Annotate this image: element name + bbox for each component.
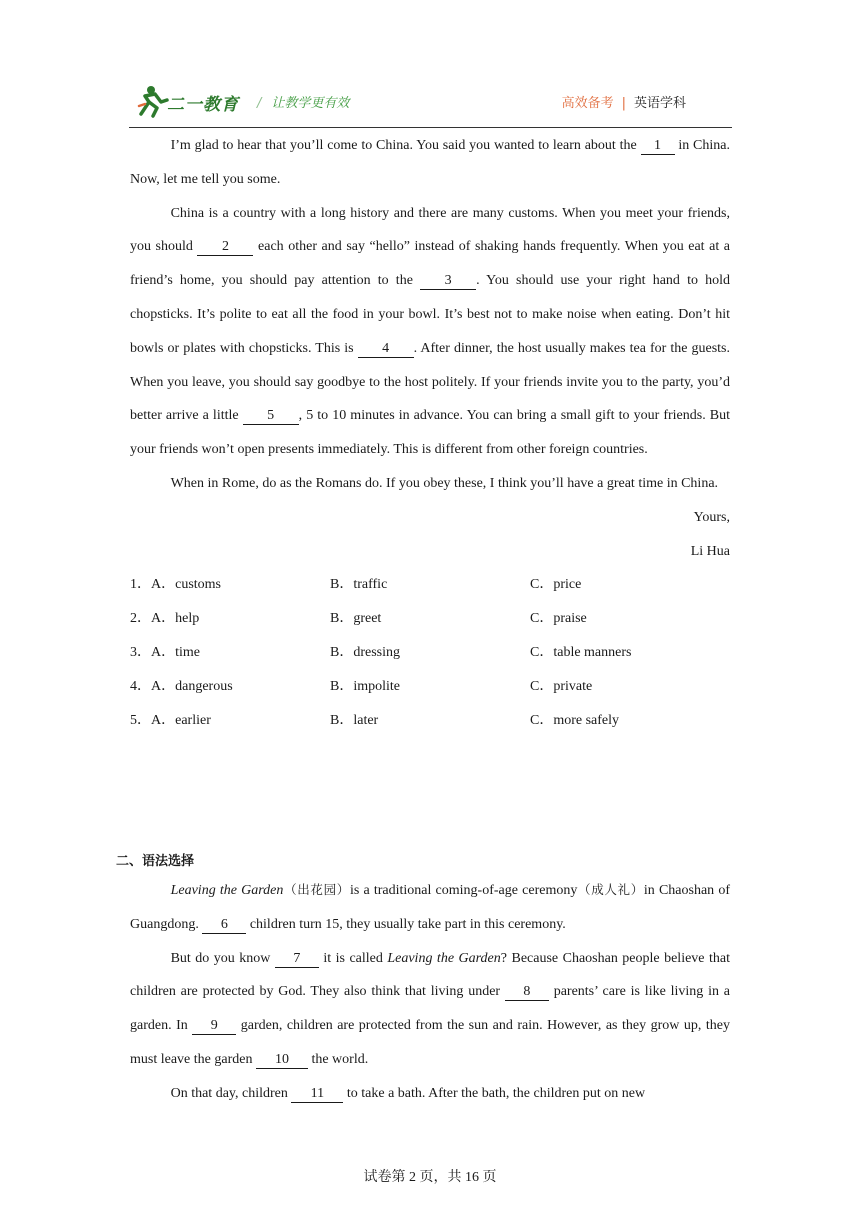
passage-2 [130, 873, 730, 1111]
blank-5: 5 [243, 408, 299, 425]
page-footer: 试卷第 2 页，共 16 页 [363, 1170, 497, 1185]
option-c[interactable]: C．table manners [530, 644, 632, 660]
option-row-1 [130, 568, 730, 602]
option-row-2 [130, 602, 730, 636]
blank-4: 4 [358, 341, 414, 358]
blank-1: 1 [641, 138, 675, 155]
option-c[interactable]: C．praise [530, 611, 587, 627]
blank-11: 11 [291, 1086, 343, 1103]
blank-3: 3 [420, 273, 476, 290]
option-b[interactable]: B．greet [330, 611, 382, 627]
paragraph-1: I’m glad to hear that you’ll come to China. You said you wanted to learn about the 1 in China. Now, let me tell you some. [130, 138, 730, 187]
paragraph-5: But do you know 7 it is called Leaving the Garden? Because Chaoshan people believe that children are protected by God. They also think that living under 8 parents’ care is like living in a garden. In 9 garden, children are protected from the sun and rain. However, as they grow up, they must leave the garden 10 the world. [130, 950, 730, 1067]
header-right [562, 92, 686, 111]
option-a[interactable]: 4．A．dangerous [130, 678, 233, 694]
option-a[interactable]: 5．A．earlier [130, 712, 211, 728]
option-a[interactable]: 3．A．time [130, 644, 200, 660]
blank-9: 9 [192, 1018, 236, 1035]
option-b[interactable]: B．impolite [330, 678, 400, 694]
option-c[interactable]: C．more safely [530, 712, 620, 728]
blank-7: 7 [275, 951, 319, 968]
header-subject: 英语学科 [633, 96, 686, 111]
letter-closing: Yours, [693, 509, 730, 525]
letter-signature: Li Hua [690, 543, 730, 559]
option-a[interactable]: 2．A．help [130, 611, 200, 627]
paragraph-6: On that day, children 11 to take a bath. After the bath, the children put on new [170, 1085, 646, 1101]
paragraph-3: When in Rome, do as the Romans do. If you obey these, I think you’ll have a great time in China. [170, 475, 719, 491]
options-list [130, 568, 730, 737]
option-c[interactable]: C．private [530, 678, 593, 694]
slogan-text: 让教学更有效 [271, 96, 350, 111]
option-b[interactable]: B．later [330, 712, 379, 728]
passage-1 [130, 129, 730, 737]
section-title: 二、语法选择 [116, 854, 195, 869]
logo-text: 二一教育 [167, 95, 239, 115]
option-row-5 [130, 704, 730, 738]
header-rule [129, 127, 732, 128]
header-separator: | [621, 96, 626, 111]
option-row-4 [130, 670, 730, 704]
blank-6: 6 [202, 917, 246, 934]
option-a[interactable]: 1．A．customs [130, 577, 221, 593]
header-tag: 高效备考 [561, 96, 614, 111]
page-header [129, 84, 732, 124]
paragraph-4: Leaving the Garden（出花园）is a traditional coming-of-age ceremony（成人礼）in Chaoshan of Guangdong. 6 children turn 15, they usually take part in this ceremony. [130, 882, 730, 932]
option-c[interactable]: C．price [530, 577, 582, 593]
slogan: / 让教学更有效 [257, 96, 350, 111]
option-b[interactable]: B．dressing [330, 644, 400, 660]
blank-10: 10 [256, 1052, 308, 1069]
blank-2: 2 [197, 239, 253, 256]
option-row-3 [130, 636, 730, 670]
option-b[interactable]: B．traffic [330, 577, 388, 593]
blank-8: 8 [505, 984, 549, 1001]
paragraph-2: China is a country with a long history and there are many customs. When you meet your friends, you should 2 each other and say “hello” instead of shaking hands frequently. When you eat at a friend’s home, you should pay attention to the 3 . You should use your right hand to hold chopsticks. It’s polite to eat all the food in your bowl. It’s best not to make noise when eating. Don’t hit bowls or plates with chopsticks. This is 4 . After dinner, the host usually makes tea for the guests. When you leave, you should say goodbye to the host politely. If your friends invite you to the party, you’d better arrive a little 5 , 5 to 10 minutes in advance. You can bring a small gift to your friends. But your friends won’t open presents immediately. This is different from other foreign countries. [130, 205, 731, 458]
